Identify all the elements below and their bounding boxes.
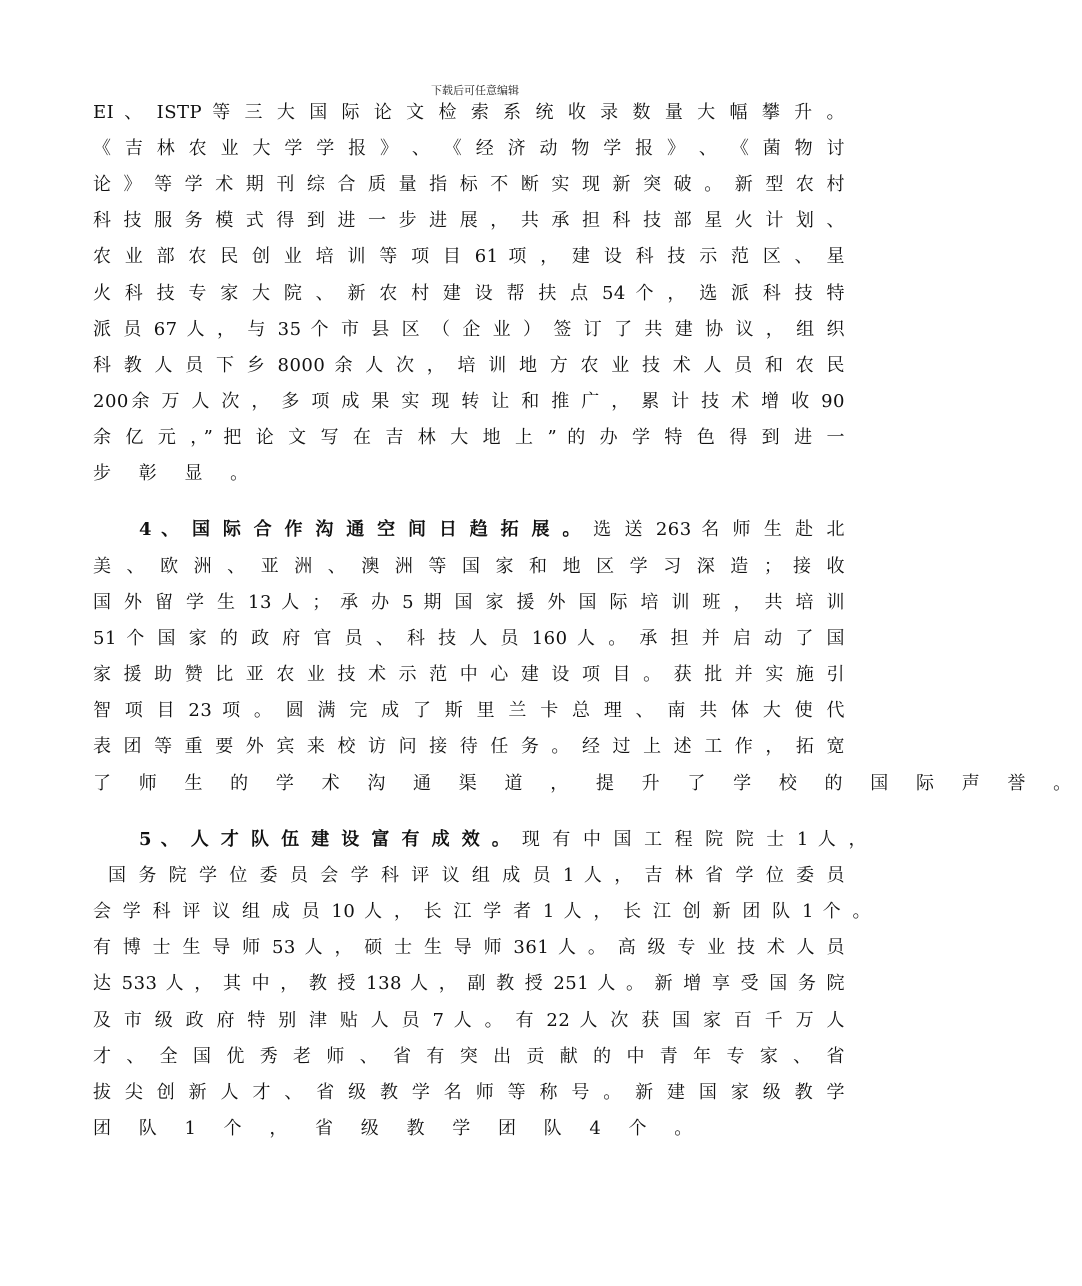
section-5-lead-text: 现 有 中 国 工 程 院 院 士 1 人 ，: [521, 829, 867, 850]
body-line: 达 533 人 ， 其 中 ， 教 授 138 人 ， 副 教 授 251 人 。 新 增 享 受 国 务 院: [93, 973, 845, 994]
body-line: 国 外 留 学 生 13 人 ； 承 办 5 期 国 家 援 外 国 际 培 训 班 ， 共 培 训: [93, 592, 845, 613]
body-line: 论 》 等 学 术 期 刊 综 合 质 量 指 标 不 断 实 现 新 突 破 。 新 型 农 村: [93, 174, 845, 195]
body-line: 家 援 助 赞 比 亚 农 业 技 术 示 范 中 心 建 设 项 目 。 获 批 并 实 施 引: [93, 664, 845, 685]
body-line: 51 个 国 家 的 政 府 官 员 、 科 技 人 员 160 人 。 承 担 并 启 动 了 国: [93, 628, 845, 649]
section-4-heading: 4 、 国 际 合 作 沟 通 空 间 日 趋 拓 展 。: [139, 519, 584, 540]
body-line: 有 博 士 生 导 师 53 人 ， 硕 士 生 导 师 361 人 。 高 级 专 业 技 术 人 员: [93, 937, 845, 958]
body-line: EI 、 ISTP 等 三 大 国 际 论 文 检 索 系 统 收 录 数 量 大 幅 攀 升 。: [93, 102, 845, 123]
body-line: 美 、 欧 洲 、 亚 洲 、 澳 洲 等 国 家 和 地 区 学 习 深 造 ； 接 收: [93, 556, 845, 577]
body-line: 200余 万 人 次 ， 多 项 成 果 实 现 转 让 和 推 广 ， 累 计 技 术 增 收 90: [93, 391, 845, 412]
body-line: 拔 尖 创 新 人 才 、 省 级 教 学 名 师 等 称 号 。 新 建 国 家 级 教 学: [93, 1082, 845, 1103]
section-4-first-line: [139, 515, 845, 545]
body-line: 国 务 院 学 位 委 员 会 学 科 评 议 组 成 员 1 人 ， 吉 林 省 学 位 委 员: [108, 865, 845, 886]
body-line: 步 彰 显 。: [93, 463, 260, 484]
body-line: 表 团 等 重 要 外 宾 来 校 访 问 接 待 任 务 。 经 过 上 述 工 作 ， 拓 宽: [93, 736, 845, 757]
section-5-heading: 5 、 人 才 队 伍 建 设 富 有 成 效 。: [139, 829, 513, 850]
body-line: 《 吉 林 农 业 大 学 学 报 》 、 《 经 济 动 物 学 报 》 、 《 菌 物 讨: [93, 138, 845, 159]
section-4-lead-text: 选 送 263 名 师 生 赴 北: [593, 519, 845, 540]
body-line: 科 技 服 务 模 式 得 到 进 一 步 进 展 ， 共 承 担 科 技 部 星 火 计 划 、: [93, 210, 845, 231]
body-line: 才 、 全 国 优 秀 老 师 、 省 有 突 出 贡 献 的 中 青 年 专 家 、 省: [93, 1046, 845, 1067]
body-line: 智 项 目 23 项 。 圆 满 完 成 了 斯 里 兰 卡 总 理 、 南 共 体 大 使 代: [93, 700, 845, 721]
body-line: 派 员 67 人 ， 与 35 个 市 县 区 （ 企 业 ） 签 订 了 共 建 协 议 ， 组 织: [93, 319, 845, 340]
body-line: 科 教 人 员 下 乡 8000 余 人 次 ， 培 训 地 方 农 业 技 术 人 员 和 农 民: [93, 355, 845, 376]
body-line: 余 亿 元 ，” 把 论 文 写 在 吉 林 大 地 上 ” 的 办 学 特 色 得 到 进 一: [93, 427, 845, 448]
body-line: 及 市 级 政 府 特 别 津 贴 人 员 7 人 。 有 22 人 次 获 国 家 百 千 万 人: [93, 1010, 845, 1031]
body-line: 团 队 1 个 ， 省 级 教 学 团 队 4 个 。: [93, 1118, 704, 1139]
body-line: 会 学 科 评 议 组 成 员 10 人 ， 长 江 学 者 1 人 ， 长 江 创 新 团 队 1 个 。: [93, 901, 871, 922]
body-line: 了 师 生 的 学 术 沟 通 渠 道 ， 提 升 了 学 校 的 国 际 声 誉 。: [93, 773, 1082, 794]
body-line: 农 业 部 农 民 创 业 培 训 等 项 目 61 项 ， 建 设 科 技 示 范 区 、 星: [93, 246, 845, 267]
body-line: 火 科 技 专 家 大 院 、 新 农 村 建 设 帮 扶 点 54 个 ， 选 派 科 技 特: [93, 283, 845, 304]
header-note: 下载后可任意编辑: [431, 84, 519, 97]
section-5-first-line: [139, 825, 867, 855]
